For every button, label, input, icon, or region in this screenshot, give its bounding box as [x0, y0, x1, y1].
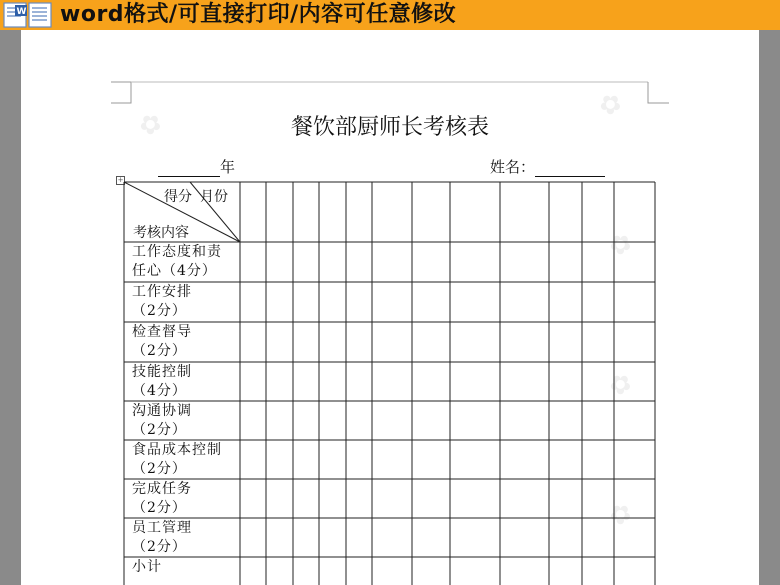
table-row-label — [132, 283, 192, 321]
svg-text:W: W — [16, 7, 27, 17]
row-label-line2: （2分） — [132, 539, 187, 555]
header-content-label: 考核内容 — [133, 225, 189, 241]
table-row-label — [132, 363, 192, 401]
banner-text: word格式/可直接打印/内容可任意修改 — [60, 2, 457, 27]
watermark: ✿ — [593, 86, 629, 124]
row-label-line1: 沟通协调 — [132, 403, 192, 419]
row-label-line1: 食品成本控制 — [132, 442, 222, 458]
table-move-handle-icon[interactable]: + — [117, 176, 124, 184]
row-label-line1: 完成任务 — [132, 481, 192, 497]
row-label-line2: （4分） — [132, 383, 187, 399]
table-row-label — [132, 243, 222, 281]
row-label-line1: 检查督导 — [132, 324, 192, 340]
row-label-line1: 工作态度和责 — [132, 244, 222, 260]
row-label-line1: 员工管理 — [132, 520, 192, 536]
row-label-line2: （2分） — [132, 422, 187, 438]
watermark: ✿ — [603, 226, 639, 264]
row-label-line1: 小计 — [132, 559, 162, 575]
row-label-line2: 任心（4分） — [132, 263, 217, 279]
document-title: 餐饮部厨师长考核表 — [290, 115, 489, 140]
row-label-line2: （2分） — [132, 500, 187, 516]
table-row-label — [132, 323, 192, 361]
year-label: 年 — [220, 158, 236, 176]
header-score-label: 得分 — [164, 189, 192, 205]
header-month-label: 月份 — [200, 189, 228, 205]
row-label-line2: （2分） — [132, 343, 187, 359]
row-label-line2: （2分） — [132, 303, 187, 319]
watermark: ✿ — [603, 496, 639, 534]
table-row-label — [132, 480, 192, 518]
table-row-label — [132, 519, 192, 557]
table-row-label — [132, 402, 192, 440]
row-label-line1: 工作安排 — [132, 284, 192, 300]
table-row-label — [132, 558, 162, 577]
name-label: 姓名： — [490, 158, 536, 176]
watermark: ✿ — [133, 106, 169, 144]
row-label-line2: （2分） — [132, 461, 187, 477]
row-label-line1: 技能控制 — [132, 364, 192, 380]
table-row-label — [132, 441, 222, 479]
watermark: ✿ — [603, 366, 639, 404]
